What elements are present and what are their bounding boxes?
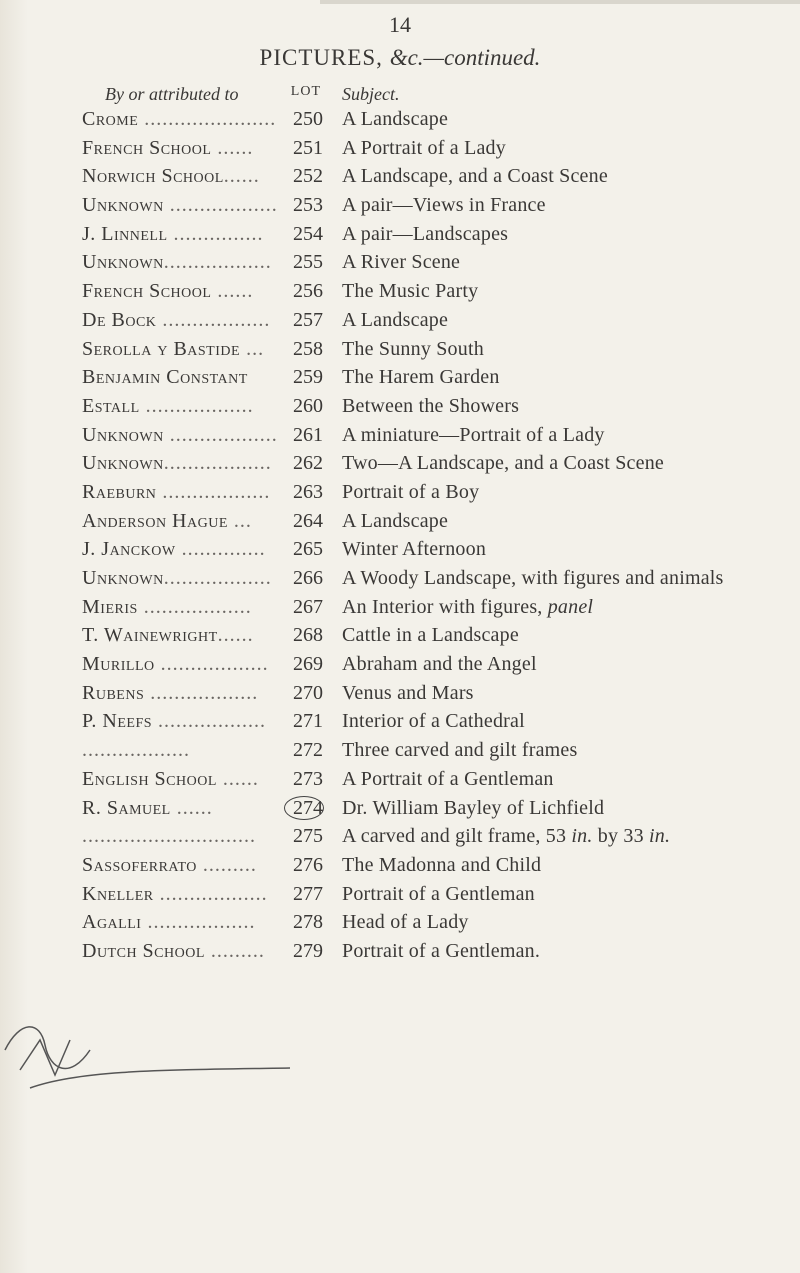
lot-subject: A pair—Views in France bbox=[342, 194, 546, 217]
artist-name bbox=[82, 564, 322, 593]
lot-number: 270 bbox=[288, 679, 323, 708]
lot-subject: A pair—Landscapes bbox=[342, 222, 509, 245]
lot-subject: A Portrait of a Lady bbox=[342, 136, 506, 159]
artist-text: Mieris bbox=[82, 595, 138, 618]
lot-row bbox=[0, 765, 800, 794]
artist-text: J. Janckow bbox=[82, 538, 176, 561]
lot-subject: A miniature—Portrait of a Lady bbox=[342, 423, 605, 446]
lot-number: 257 bbox=[288, 306, 323, 335]
lot-number: 253 bbox=[288, 191, 323, 220]
lot-row bbox=[0, 306, 800, 335]
lot-subject: Cattle in a Landscape bbox=[342, 624, 519, 647]
leader-dots: ... bbox=[227, 509, 252, 532]
artist-text: T. Wainewright bbox=[82, 624, 218, 647]
lot-row bbox=[0, 507, 800, 536]
leader-dots: .................. bbox=[163, 423, 278, 446]
artist-text: J. Linnell bbox=[82, 222, 168, 245]
page-number: 14 bbox=[389, 12, 411, 37]
column-header-subject: Subject. bbox=[342, 84, 400, 104]
artist-text: Murillo bbox=[82, 653, 155, 676]
subject-italic: panel bbox=[547, 595, 594, 618]
artist-text: Crome bbox=[82, 108, 139, 130]
lot-subject: A carved and gilt frame, 53 in. by 33 in. bbox=[342, 825, 671, 848]
artist-name bbox=[82, 880, 322, 909]
lot-row bbox=[0, 248, 800, 277]
leader-dots: .................. bbox=[163, 251, 272, 274]
lot-number: 261 bbox=[288, 421, 323, 450]
lot-row bbox=[0, 679, 800, 708]
lot-row bbox=[0, 363, 800, 392]
lot-row bbox=[0, 707, 800, 736]
artist-name bbox=[82, 621, 322, 650]
artist-name bbox=[82, 306, 322, 335]
lot-subject: Two—A Landscape, and a Coast Scene bbox=[342, 452, 664, 475]
artist-text: Rubens bbox=[82, 681, 145, 704]
subject-italic: in. bbox=[571, 825, 593, 848]
column-header-attributed: By or attributed to bbox=[105, 84, 239, 104]
lot-row bbox=[0, 564, 800, 593]
lot-subject: Three carved and gilt frames bbox=[342, 739, 578, 762]
lot-subject: Portrait of a Gentleman. bbox=[342, 939, 541, 962]
artist-name bbox=[82, 736, 322, 765]
leader-dots: .................. bbox=[154, 653, 269, 676]
leader-dots: .................. bbox=[153, 882, 268, 905]
lot-subject: A Landscape bbox=[342, 509, 449, 532]
leader-dots: ...... bbox=[217, 624, 254, 647]
title-continued: &c.—continued. bbox=[389, 45, 541, 70]
lot-subject: Dr. William Bayley of Lichfield bbox=[342, 796, 605, 819]
leader-dots: ...... bbox=[211, 280, 254, 303]
lot-number: 264 bbox=[288, 507, 323, 536]
lot-row bbox=[0, 650, 800, 679]
artist-text: Agalli bbox=[82, 911, 142, 934]
artist-text: Unknown bbox=[82, 251, 164, 274]
artist-name bbox=[82, 421, 322, 450]
artist-name bbox=[82, 277, 322, 306]
artist-name bbox=[82, 679, 322, 708]
lot-list bbox=[0, 105, 800, 966]
leader-dots: ......... bbox=[204, 939, 265, 962]
lot-row bbox=[0, 220, 800, 249]
artist-text: De Bock bbox=[82, 308, 157, 331]
lot-row bbox=[0, 162, 800, 191]
lot-row bbox=[0, 335, 800, 364]
artist-name bbox=[82, 822, 322, 851]
leader-dots: ............... bbox=[167, 222, 264, 245]
lot-subject: Interior of a Cathedral bbox=[342, 710, 525, 733]
lot-number: 272 bbox=[288, 736, 323, 765]
lot-subject: A River Scene bbox=[342, 251, 461, 274]
lot-subject: A Woody Landscape, with figures and animals bbox=[342, 567, 724, 589]
lot-row bbox=[0, 134, 800, 163]
lot-subject: A Landscape bbox=[342, 308, 449, 331]
lot-row bbox=[0, 794, 800, 823]
lot-row bbox=[0, 191, 800, 220]
lot-row bbox=[0, 478, 800, 507]
artist-name bbox=[82, 335, 322, 364]
artist-text: Unknown bbox=[82, 194, 164, 217]
lot-number: 269 bbox=[288, 650, 323, 679]
leader-dots: .................. bbox=[163, 194, 278, 217]
leader-dots: .................. bbox=[163, 452, 272, 475]
artist-text: English School bbox=[82, 767, 217, 790]
lot-subject: Winter Afternoon bbox=[342, 538, 487, 561]
lot-number: 251 bbox=[288, 134, 323, 163]
lot-row bbox=[0, 593, 800, 622]
leader-dots: .................. bbox=[137, 595, 252, 618]
lot-number: 275 bbox=[288, 822, 323, 851]
lot-number: 265 bbox=[288, 535, 323, 564]
lot-number: 278 bbox=[288, 908, 323, 937]
lot-number: 259 bbox=[288, 363, 323, 392]
title-main: PICTURES, bbox=[259, 45, 383, 70]
lot-number: 276 bbox=[288, 851, 323, 880]
page-top-edge bbox=[320, 0, 800, 4]
artist-text: French School bbox=[82, 280, 212, 303]
lot-number: 266 bbox=[288, 564, 323, 593]
artist-name bbox=[82, 908, 322, 937]
lot-number: 254 bbox=[288, 220, 323, 249]
lot-row bbox=[0, 392, 800, 421]
artist-text: Benjamin Constant bbox=[82, 366, 248, 389]
lot-subject: The Sunny South bbox=[342, 337, 484, 360]
lot-number: 268 bbox=[288, 621, 323, 650]
leader-dots: .................. bbox=[139, 394, 254, 417]
artist-name bbox=[82, 507, 322, 536]
subject-italic: in. bbox=[649, 825, 671, 848]
lot-number: 274 bbox=[288, 794, 323, 823]
leader-dots: .............. bbox=[175, 538, 266, 561]
lot-row bbox=[0, 105, 800, 134]
leader-dots: .................. bbox=[82, 739, 190, 762]
column-header-lot: LOT bbox=[290, 84, 321, 99]
leader-dots: ... bbox=[240, 337, 265, 360]
leader-dots: ...... bbox=[211, 136, 254, 159]
pencil-annotation-icon bbox=[0, 1000, 300, 1090]
artist-name bbox=[82, 220, 322, 249]
artist-text: Raeburn bbox=[82, 480, 157, 503]
lot-number: 260 bbox=[288, 392, 323, 421]
leader-dots: ...... bbox=[216, 767, 259, 790]
artist-name bbox=[82, 105, 322, 134]
artist-text: Anderson Hague bbox=[82, 509, 228, 532]
artist-text: Dutch School bbox=[82, 939, 205, 962]
artist-name bbox=[82, 478, 322, 507]
lot-number: 277 bbox=[288, 880, 323, 909]
artist-name bbox=[82, 162, 322, 191]
lot-subject: A Landscape, and a Coast Scene bbox=[342, 165, 608, 188]
lot-number: 258 bbox=[288, 335, 323, 364]
artist-text: Serolla y Bastide bbox=[82, 337, 241, 360]
artist-text: French School bbox=[82, 136, 212, 159]
pencil-circle-mark bbox=[284, 796, 324, 820]
lot-subject: A Portrait of a Gentleman bbox=[342, 767, 554, 790]
lot-subject: A Landscape bbox=[342, 108, 449, 130]
leader-dots: .................. bbox=[144, 681, 259, 704]
lot-subject: Between the Showers bbox=[342, 394, 520, 417]
lot-number: 271 bbox=[288, 707, 323, 736]
lot-number: 267 bbox=[288, 593, 323, 622]
lot-subject: The Harem Garden bbox=[342, 366, 500, 389]
artist-name bbox=[82, 392, 322, 421]
leader-dots: ............................. bbox=[82, 825, 256, 848]
leader-dots: ...... bbox=[223, 165, 260, 188]
artist-name bbox=[82, 449, 322, 478]
lot-row bbox=[0, 621, 800, 650]
artist-text: Sassoferrato bbox=[82, 853, 197, 876]
lot-number: 273 bbox=[288, 765, 323, 794]
artist-name bbox=[82, 363, 322, 392]
lot-row bbox=[0, 449, 800, 478]
lot-row bbox=[0, 937, 800, 966]
artist-name bbox=[82, 248, 322, 277]
artist-name bbox=[82, 191, 322, 220]
artist-name bbox=[82, 535, 322, 564]
leader-dots: ...................... bbox=[138, 108, 277, 130]
lot-number: 263 bbox=[288, 478, 323, 507]
lot-subject: The Madonna and Child bbox=[342, 853, 542, 876]
lot-row bbox=[0, 535, 800, 564]
lot-row bbox=[0, 736, 800, 765]
lot-subject: An Interior with figures, panel bbox=[342, 595, 594, 618]
artist-text: Norwich School bbox=[82, 165, 224, 188]
artist-name bbox=[82, 593, 322, 622]
artist-text: Estall bbox=[82, 394, 140, 417]
lot-subject: Portrait of a Gentleman bbox=[342, 882, 535, 905]
page-title bbox=[0, 45, 800, 71]
leader-dots: ...... bbox=[170, 796, 213, 819]
artist-name bbox=[82, 650, 322, 679]
leader-dots: .................. bbox=[156, 480, 271, 503]
artist-text: R. Samuel bbox=[82, 796, 171, 819]
leader-dots: ......... bbox=[196, 853, 257, 876]
lot-subject: Portrait of a Boy bbox=[342, 480, 480, 503]
artist-text: Unknown bbox=[82, 567, 164, 589]
lot-number: 262 bbox=[288, 449, 323, 478]
artist-name bbox=[82, 937, 322, 966]
lot-number: 250 bbox=[288, 105, 323, 134]
lot-number: 256 bbox=[288, 277, 323, 306]
lot-row bbox=[0, 908, 800, 937]
lot-number: 279 bbox=[288, 937, 323, 966]
artist-text: P. Neefs bbox=[82, 710, 153, 733]
artist-name bbox=[82, 851, 322, 880]
lot-row bbox=[0, 277, 800, 306]
artist-name bbox=[82, 707, 322, 736]
leader-dots: .................. bbox=[156, 308, 271, 331]
lot-subject: The Music Party bbox=[342, 280, 479, 303]
leader-dots: .................. bbox=[141, 911, 256, 934]
lot-number: 252 bbox=[288, 162, 323, 191]
lot-row bbox=[0, 851, 800, 880]
lot-subject: Venus and Mars bbox=[342, 681, 474, 704]
artist-name bbox=[82, 765, 322, 794]
artist-text: Unknown bbox=[82, 423, 164, 446]
lot-row bbox=[0, 421, 800, 450]
lot-subject: Abraham and the Angel bbox=[342, 653, 537, 676]
lot-row bbox=[0, 822, 800, 851]
leader-dots: .................. bbox=[152, 710, 267, 733]
lot-number: 255 bbox=[288, 248, 323, 277]
lot-subject: Head of a Lady bbox=[342, 911, 469, 934]
leader-dots: .................. bbox=[163, 567, 272, 589]
artist-name bbox=[82, 134, 322, 163]
lot-row bbox=[0, 880, 800, 909]
artist-text: Kneller bbox=[82, 882, 154, 905]
artist-text: Unknown bbox=[82, 452, 164, 475]
